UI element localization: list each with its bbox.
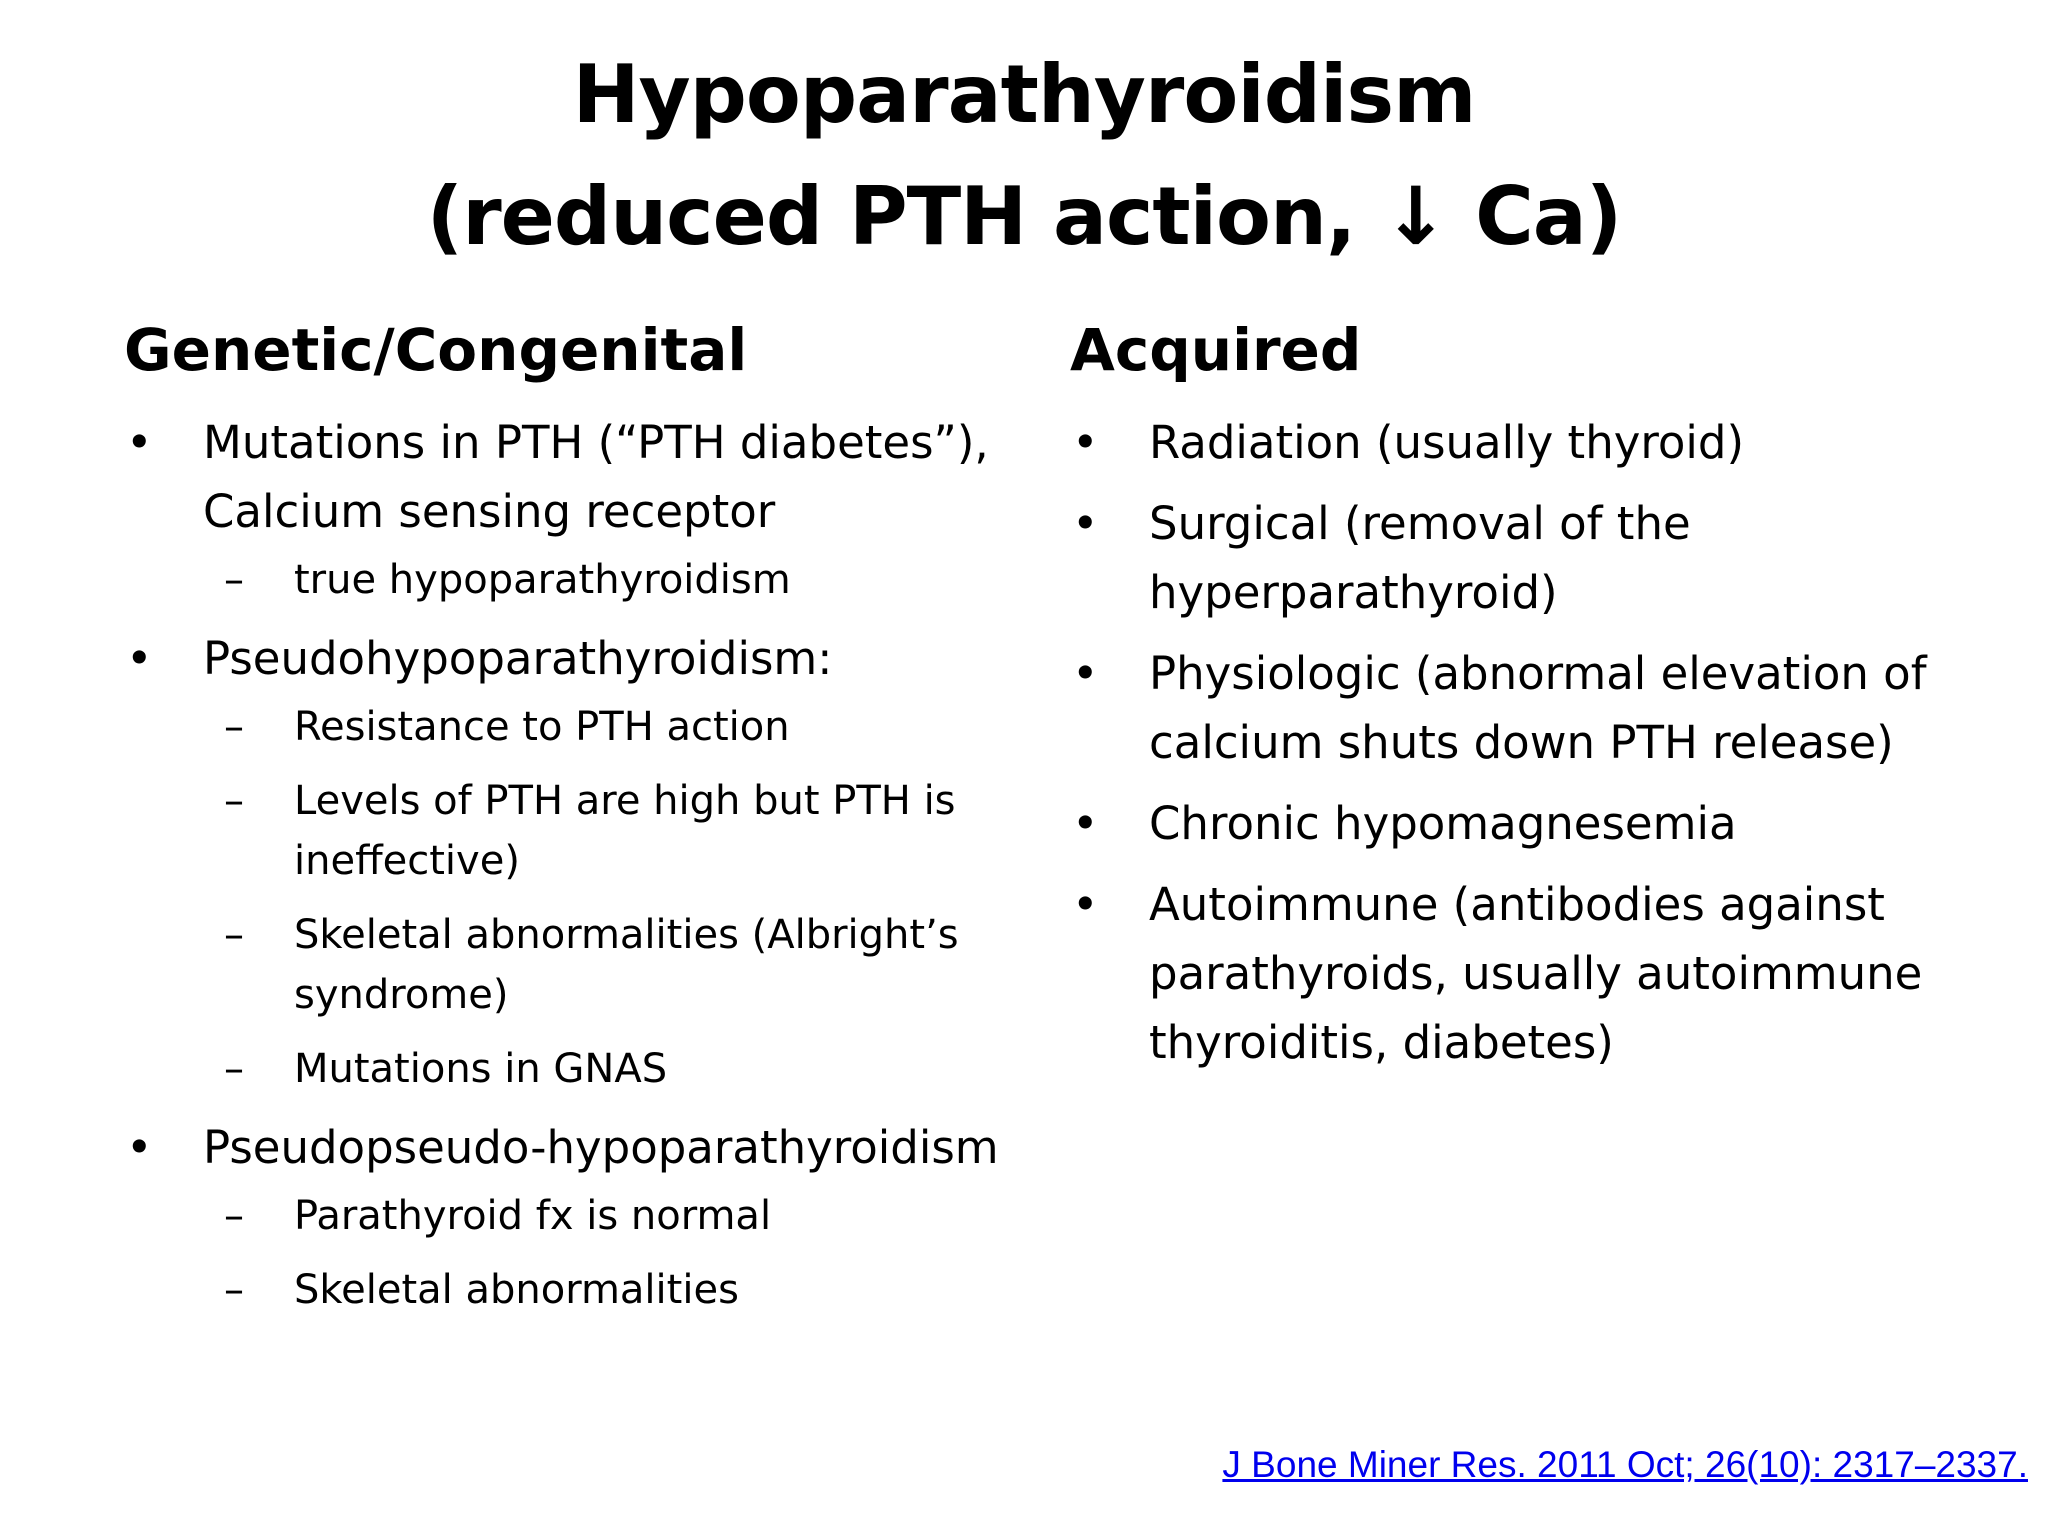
sub-list-item (124, 1186, 1024, 1246)
dash-icon: – (224, 704, 244, 750)
acquired-column (1070, 310, 2000, 1089)
sub-bullet-text: Parathyroid fx is normal (294, 1193, 772, 1239)
bullet-text: Radiation (usually thyroid) (1149, 416, 1745, 469)
dash-icon: – (224, 912, 244, 958)
dash-icon: – (224, 778, 244, 824)
bullet-icon: • (1072, 497, 1099, 550)
bullet-icon: • (1072, 647, 1099, 700)
list-item (124, 624, 1024, 1099)
sub-list (124, 550, 1024, 610)
bullet-text: Autoimmune (antibodies against parathyroids, usually autoimmune thyroiditis, diabetes) (1149, 878, 1923, 1069)
bullet-text: Chronic hypomagnesemia (1149, 797, 1737, 850)
list-item (1070, 789, 2000, 858)
bullet-icon: • (1072, 416, 1099, 469)
dash-icon: – (224, 1267, 244, 1313)
sub-bullet-text: Resistance to PTH action (294, 704, 790, 750)
genetic-congenital-column (124, 310, 1024, 1334)
list-item (124, 408, 1024, 610)
sub-bullet-text: Skeletal abnormalities (Albright’s syndrome) (294, 912, 959, 1018)
bullet-text: Pseudohypoparathyroidism: (203, 632, 833, 685)
list-item (1070, 870, 2000, 1077)
dash-icon: – (224, 557, 244, 603)
genetic-bullet-list (124, 408, 1024, 1320)
dash-icon: – (224, 1193, 244, 1239)
bullet-icon: • (126, 1121, 153, 1174)
sub-list (124, 697, 1024, 1099)
bullet-icon: • (1072, 878, 1099, 931)
bullet-text: Mutations in PTH (“PTH diabetes”), Calcium sensing receptor (203, 416, 989, 538)
slide-title (0, 34, 2048, 278)
list-item (1070, 489, 2000, 627)
acquired-bullet-list (1070, 408, 2000, 1077)
bullet-text: Physiologic (abnormal elevation of calcium shuts down PTH release) (1149, 647, 1927, 769)
bullet-icon: • (1072, 797, 1099, 850)
sub-list-item (124, 697, 1024, 757)
citation-link[interactable]: J Bone Miner Res. 2011 Oct; 26(10): 2317–2337. (1222, 1444, 2028, 1485)
sub-list-item (124, 550, 1024, 610)
bullet-text: Pseudopseudo-hypoparathyroidism (203, 1121, 999, 1174)
title-line-1: Hypoparathyroidism (572, 48, 1476, 141)
sub-list (124, 1186, 1024, 1320)
sub-list-item (124, 1260, 1024, 1320)
sub-list-item (124, 905, 1024, 1025)
column-heading-genetic: Genetic/Congenital (124, 316, 748, 384)
dash-icon: – (224, 1046, 244, 1092)
column-heading-acquired: Acquired (1070, 316, 1362, 384)
list-item (124, 1113, 1024, 1320)
list-item (1070, 639, 2000, 777)
sub-bullet-text: Levels of PTH are high but PTH is ineffective) (294, 778, 956, 884)
title-line-2: (reduced PTH action, ↓ Ca) (426, 170, 1622, 263)
sub-list-item (124, 771, 1024, 891)
bullet-icon: • (126, 416, 153, 469)
sub-list-item (124, 1039, 1024, 1099)
sub-bullet-text: Mutations in GNAS (294, 1046, 668, 1092)
bullet-icon: • (126, 632, 153, 685)
bullet-text: Surgical (removal of the hyperparathyroid) (1149, 497, 1691, 619)
sub-bullet-text: Skeletal abnormalities (294, 1267, 739, 1313)
sub-bullet-text: true hypoparathyroidism (294, 557, 791, 603)
list-item (1070, 408, 2000, 477)
